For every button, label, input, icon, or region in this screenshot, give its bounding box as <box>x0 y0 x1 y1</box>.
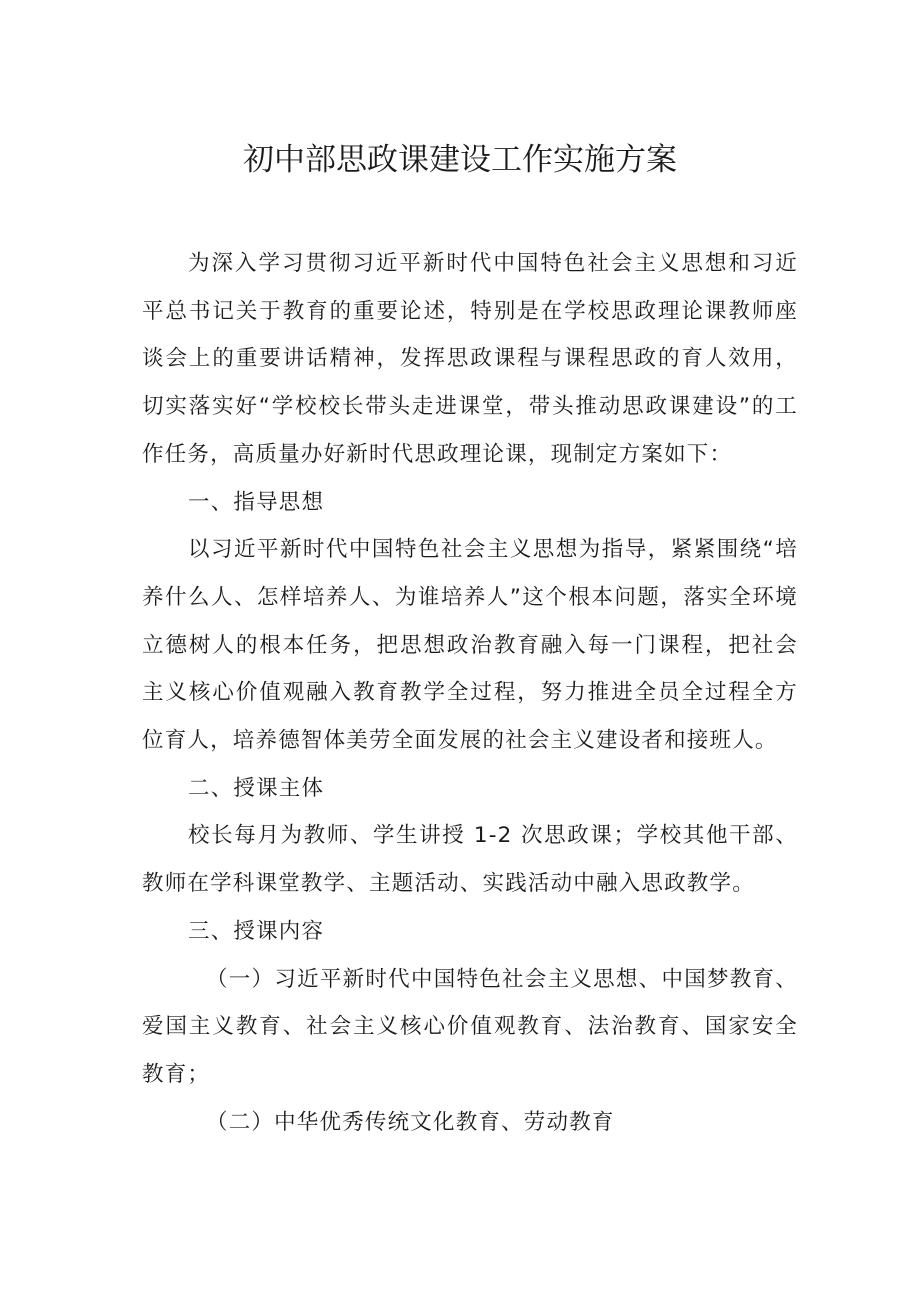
intro-paragraph: 为深入学习贯彻习近平新时代中国特色社会主义思想和习近平总书记关于教育的重要论述，特别是在学校思政理论课教师座谈会上的重要讲话精神，发挥思政课程与课程思政的育人效用，切实落实好“学校校长带头走进课堂，带头推动思政课建设”的工作任务，高质量办好新时代思政理论课，现制定方案如下： <box>142 251 798 467</box>
document-title: 初中部思政课建设工作实施方案 <box>243 142 677 178</box>
section-heading-teaching-subject: 二、授课主体 <box>188 775 325 801</box>
teaching-subject-paragraph: 校长每月为教师、学生讲授 1-2 次思政课；学校其他干部、教师在学科课堂教学、主题活动、实践活动中融入思政教学。 <box>142 823 798 897</box>
guiding-ideology-paragraph: 以习近平新时代中国特色社会主义思想为指导，紧紧围绕“培养什么人、怎样培养人、为谁培养人”这个根本问题，落实全环境立德树人的根本任务，把思想政治教育融入每一门课程，把社会主义核心价值观融入教育教学全过程，努力推进全员全过程全方位育人，培养德智体美劳全面发展的社会主义建设者和接班人。 <box>142 537 798 754</box>
section-heading-guiding-ideology: 一、指导思想 <box>188 489 325 515</box>
document-body <box>142 240 798 1146</box>
content-item-1: （一）习近平新时代中国特色社会主义思想、中国梦教育、爱国主义教育、社会主义核心价值观教育、法治教育、国家安全教育； <box>142 966 798 1087</box>
section-heading-teaching-content: 三、授课内容 <box>188 918 325 944</box>
content-item-2: （二）中华优秀传统文化教育、劳动教育 <box>206 1109 615 1135</box>
